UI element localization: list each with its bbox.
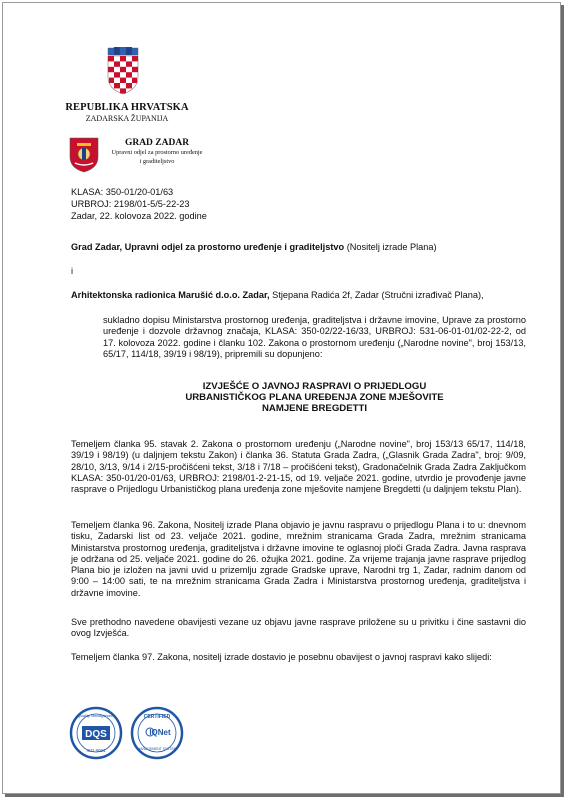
paragraph-1: Temeljem članka 95. stavak 2. Zakona o prostornom uređenju („Narodne novine", broj 153/13 65/17, 114/18, 39/19 i 98/19) (u daljnjem tekstu Zakon) i članka 36. Statuta Grada Zadra, („Glasnik Grada Zadra", broj: 9/09, 28/10, 3/13, 9/14 i 2/15-pročišćeni tekst, 3/18 i 7/18 – pročišćeni tekst), Gradonačelnik Grada Zadra Zaključkom KLASA: 350-01/20-01/63, URBROJ: 2198/01-2-21-15, od 19. veljače 2021. godine, utvrdio je provođenje javne rasprave o Prijedlogu Urbanističkog plana uređenja zone mješovite namjene Bregdetti (u daljnjem tekstu Plan). xyxy=(71,439,526,495)
report-title-line-2: URBANISTIČKOG PLANA UREĐENJA ZONE MJEŠOVITE xyxy=(185,392,444,403)
state-name: REPUBLIKA HRVATSKA xyxy=(65,102,189,113)
paragraph-2: Temeljem članka 96. Zakona, Nositelj izrade Plana objavio je javnu raspravu o prijedlogu Plana i to u: dnevnom tisku, Zadarski list od 23. veljače 2021. godine, mrežnim stranicama Grada Zadra, mrežnim stranicama Ministarstva prostornog uređenja, graditeljstva i državne imovine te oglasnoj ploči Grada Zadra. Javna rasprava je održana od 25. veljače 2021. godine do 26. ožujka 2021. godine. Za vrijeme trajanja javne rasprave prijedlog Plana bio je izložen na javni uvid u prizemlju zgrade Gradske uprave, Narodni trg 1, Zadar, radnim danom od 9:00 – 14:00 sati, te na mrežnim stranicama Grada Zadra i Ministarstva prostornog uređenja, graditeljstva i državne imovine. xyxy=(71,520,526,598)
report-title-line-1: IZVJEŠĆE O JAVNOJ RASPRAVI O PRIJEDLOGU xyxy=(202,381,427,392)
plan-holder-role: (Nositelj izrade Plana) xyxy=(344,242,437,252)
badge2-top-text: CERTIFIED xyxy=(143,714,171,720)
plan-holder-line xyxy=(71,242,526,253)
badge1-caption: Quality Management xyxy=(77,713,115,718)
report-title-line-3: NAMJENE BREGDETTI xyxy=(261,403,367,414)
plan-maker-name: Arhitektonska radionica Marušić d.o.o. Zadar, xyxy=(71,290,270,300)
iqnet-certification-badge-icon xyxy=(130,706,184,760)
report-title xyxy=(103,381,526,414)
conjunction: i xyxy=(71,266,74,276)
paragraph-4: Temeljem članka 97. Zakona, nositelj izrade dostavio je posebnu obavijest o javnoj raspravi kako slijedi: xyxy=(71,652,492,662)
badge1-code: DQS xyxy=(85,729,107,740)
zadar-coat-of-arms-icon xyxy=(69,137,99,173)
document-page xyxy=(2,2,561,794)
badge2-code: IQNet xyxy=(149,728,171,737)
badge2-bottom-text: MANAGEMENT SYSTEM xyxy=(137,747,177,751)
dqs-certification-badge-icon xyxy=(69,706,123,760)
city-name: GRAD ZADAR xyxy=(124,138,190,148)
department-line-2: i graditeljstvo xyxy=(139,157,175,165)
place-date-line: Zadar, 22. kolovoza 2022. godine xyxy=(71,211,207,221)
county-name: ZADARSKA ŽUPANIJA xyxy=(85,114,169,123)
plan-maker-line xyxy=(71,290,526,301)
badge1-standard: ISO 9001 xyxy=(86,748,106,753)
intro-paragraph: sukladno dopisu Ministarstva prostornog uređenja, graditeljstva i državne imovine, Uprave za prostorno uređenje i dozvole državnog značaja, KLASA: 350-02/22-16/33, URBROJ: 531-06-01-01/02-22-2, od 17. kolovoza 2022. godine i članku 102. Zakona o prostornom uređenju („Narodne novine", broj 153/13, 65/17, 114/18, 39/19 i 98/19), pripremili su dopunjeno: xyxy=(103,315,526,359)
klasa-line: KLASA: 350-01/20-01/63 xyxy=(71,187,174,197)
department-line-1: Upravni odjel za prostorno uređenje xyxy=(111,149,203,156)
paragraph-3: Sve prethodno navedene obavijesti vezane uz objavu javne rasprave priložene su u privitku i čine sastavni dio ovog Izvješća. xyxy=(71,617,526,639)
department-name xyxy=(102,149,212,166)
plan-maker-address: Stjepana Radića 2f, Zadar (Stručni izrađivač Plana), xyxy=(269,290,484,300)
plan-holder-name: Grad Zadar, Upravni odjel za prostorno uređenje i graditeljstvo xyxy=(71,242,345,252)
urbroj-line: URBROJ: 2198/01-5/5-22-23 xyxy=(71,199,190,209)
croatia-coat-of-arms-icon xyxy=(106,47,140,95)
